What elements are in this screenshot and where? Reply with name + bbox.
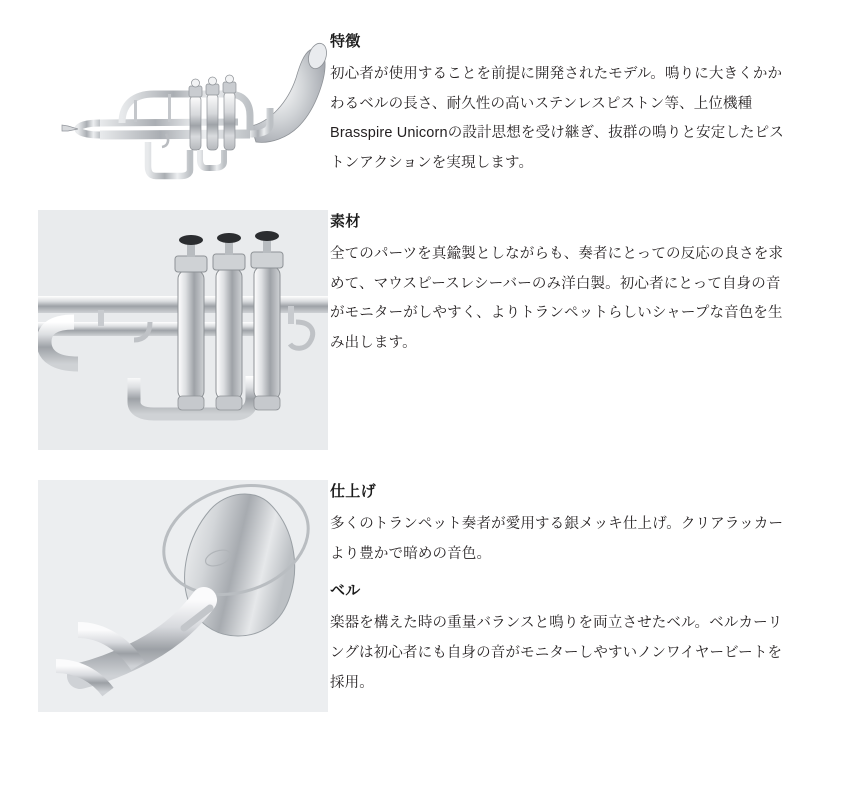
material-text [330, 210, 850, 359]
bell-closeup-illustration [38, 480, 328, 712]
material-body: 全てのパーツを真鍮製としながらも、奏者にとっての反応の良さを求めて、マウスピースレシーバーのみ洋白製。初心者にとって自身の音がモニターがしやすく、よりトランペットらしいシャープな音色を生み出します。 [330, 246, 784, 352]
bell-heading: ベル [330, 582, 361, 600]
bell-closeup-photo [38, 480, 328, 712]
finish-media [0, 480, 330, 712]
finish-text [330, 480, 850, 699]
material-heading: 素材 [330, 213, 361, 230]
trumpet-full-photo [38, 30, 328, 180]
features-heading: 特徴 [330, 33, 361, 50]
finish-body: 多くのトランペット奏者が愛用する銀メッキ仕上げ。クリアラッカーより豊かで暗めの音色。 [330, 516, 784, 562]
material-media [0, 210, 330, 450]
section-features [0, 0, 850, 180]
features-text [330, 30, 850, 179]
trumpet-full-illustration [38, 30, 328, 180]
section-finish [0, 450, 850, 712]
features-body: 初心者が使用することを前提に開発されたモデル。鳴りに大きくかかわるベルの長さ、耐久性の高いステンレスピストン等、上位機種Brasspire Unicornの設計思想を受け継ぎ、抜群の鳴りと安定したピストンアクションを実現します。 [330, 66, 784, 172]
features-media [0, 30, 330, 180]
finish-heading: 仕上げ [330, 483, 376, 500]
bell-body: 楽器を構えた時の重量バランスと鳴りを両立させたベル。ベルカーリングは初心者にも自身の音がモニターしやすいノンワイヤービートを採用。 [330, 615, 783, 691]
valve-closeup-illustration [38, 210, 328, 450]
section-material [0, 180, 850, 450]
valve-closeup-photo [38, 210, 328, 450]
